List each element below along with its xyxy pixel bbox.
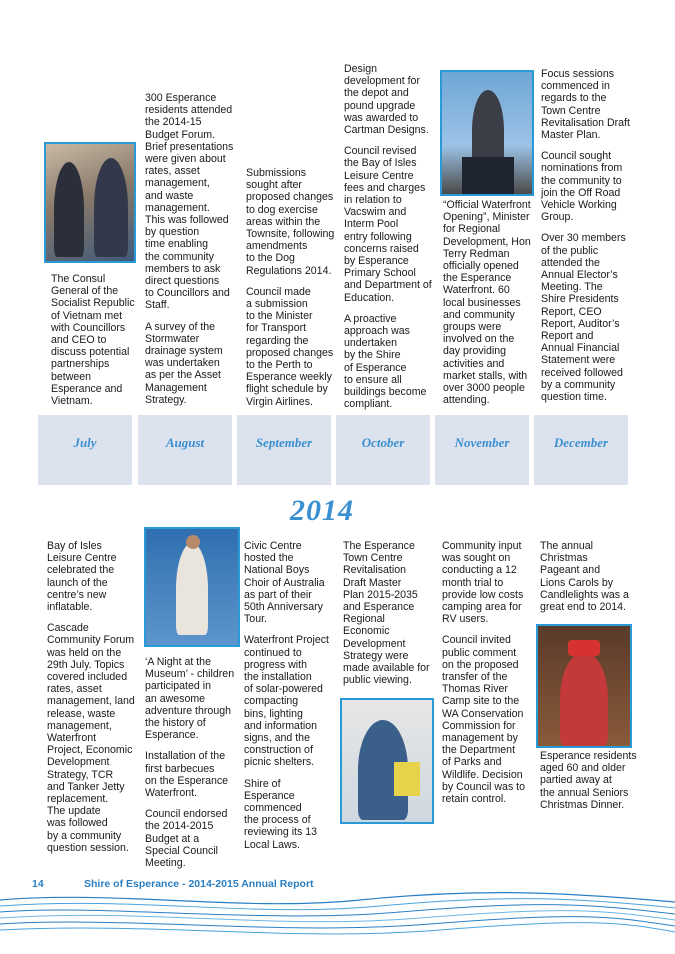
oct-bottom-text: The Esperance Town Centre Revitalisation Draft Master Plan 2015-2035 and Esperance Regional Economic Development Strategy were made available for public viewing. (343, 540, 430, 687)
photo-consul-general (44, 142, 136, 263)
nov-top-text: “Official Waterfront Opening”, Minister for Regional Development, Hon Terry Redman officially opened the Esperance Waterfront. 60 local businesses and community groups were involved on the day providing activities and market stalls, with over 3000 people attending. (443, 199, 531, 407)
footer-waves (0, 890, 675, 954)
aug-bottom-text: ‘A Night at the Museum’ - children participated in an awesome adventure through the history of Esperance. Installation of the first barbecues on the Esperance Waterfront. Council endorsed the 2014-2015 Budget at a Special Council Meeting. (145, 656, 235, 870)
sep-bottom-text: Civic Centre hosted the National Boys Choir of Australia as part of their 50th Anniversary Tour. Waterfront Project continued to progress with the installation of solar-powered compacting bins, lighting and information signs, and the construction of picnic shelters. Shire of Esperance commenced the process of reviewing its 13 Local Laws. (244, 540, 329, 851)
aug-top-text: 300 Esperance residents attended the 2014-15 Budget Forum. Brief presentations were given about rates, asset management, and waste management. This was followed by question time enabling the community members to ask direct questions to Councillors and Staff. A survey of the Stormwater drainage system was undertaken as per the Asset Management Strategy. (145, 92, 234, 406)
oct-top-text: Design development for the depot and pound upgrade was awarded to Cartman Designs. Council revised the Bay of Isles Leisure Centre fees and charges in relation to Vacswim and Interm Pool entry following concerns raised by Esperance Primary School and Department of Education. A proactive approach was undertaken by the Shire of Esperance to ensure all buildings become compliant. (344, 63, 432, 411)
nov-bottom-text: Community input was sought on conducting a 12 month trial to provide low costs camping area for RV users. Council invited public comment on the proposed transfer of the Thomas River Camp site to the WA Conservation Commission for management by the Department of Parks and Wildlife. Decision by Council was to retain control. (442, 540, 526, 806)
dec-bottom-caption: Esperance residents aged 60 and older partied away at the annual Seniors Christmas Dinner. (540, 750, 637, 811)
month-september: September (237, 415, 331, 485)
month-november: November (435, 415, 529, 485)
page-footer (32, 878, 314, 890)
photo-terry-redman (440, 70, 534, 196)
page-number: 14 (32, 878, 44, 890)
month-july: July (38, 415, 132, 485)
year-heading: 2014 (290, 494, 354, 527)
month-august: August (138, 415, 232, 485)
report-title: Shire of Esperance - 2014-2015 Annual Report (84, 878, 314, 890)
jul-top-text: The Consul General of the Socialist Republic of Vietnam met with Councillors and CEO to discuss potential partnerships between Esperance and Vietnam. (51, 273, 135, 408)
photo-night-at-museum (144, 527, 240, 647)
photo-seniors-dinner (536, 624, 632, 748)
photo-master-plan (340, 698, 434, 824)
month-october: October (336, 415, 430, 485)
jul-bottom-text: Bay of Isles Leisure Centre celebrated the launch of the centre’s new inflatable. Cascade Community Forum was held on the 29th July. Topics covered included rates, asset management, land release, waste management, Waterfront Project, Economic Development Strategy, TCR and Tanker Jetty replacement. The update was followed by a community question session. (47, 540, 135, 854)
month-december: December (534, 415, 628, 485)
dec-top-text: Focus sessions commenced in regards to the Town Centre Revitalisation Draft Master Plan. Council sought nominations from the community to join the Off Road Vehicle Working Group. Over 30 members of the public attended the Annual Elector’s Meeting. The Shire Presidents Report, CEO Report, Auditor’s Report and Annual Financial Statement were received followed by a community question time. (541, 68, 630, 404)
dec-bottom-text: The annual Christmas Pageant and Lions Carols by Candlelights was a great end to 2014. (540, 540, 629, 614)
sep-top-text: Submissions sought after proposed changes to dog exercise areas within the Townsite, following amendments to the Dog Regulations 2014. Council made a submission to the Minister for Transport regarding the proposed changes to the Perth to Esperance weekly flight schedule by Virgin Airlines. (246, 167, 335, 408)
